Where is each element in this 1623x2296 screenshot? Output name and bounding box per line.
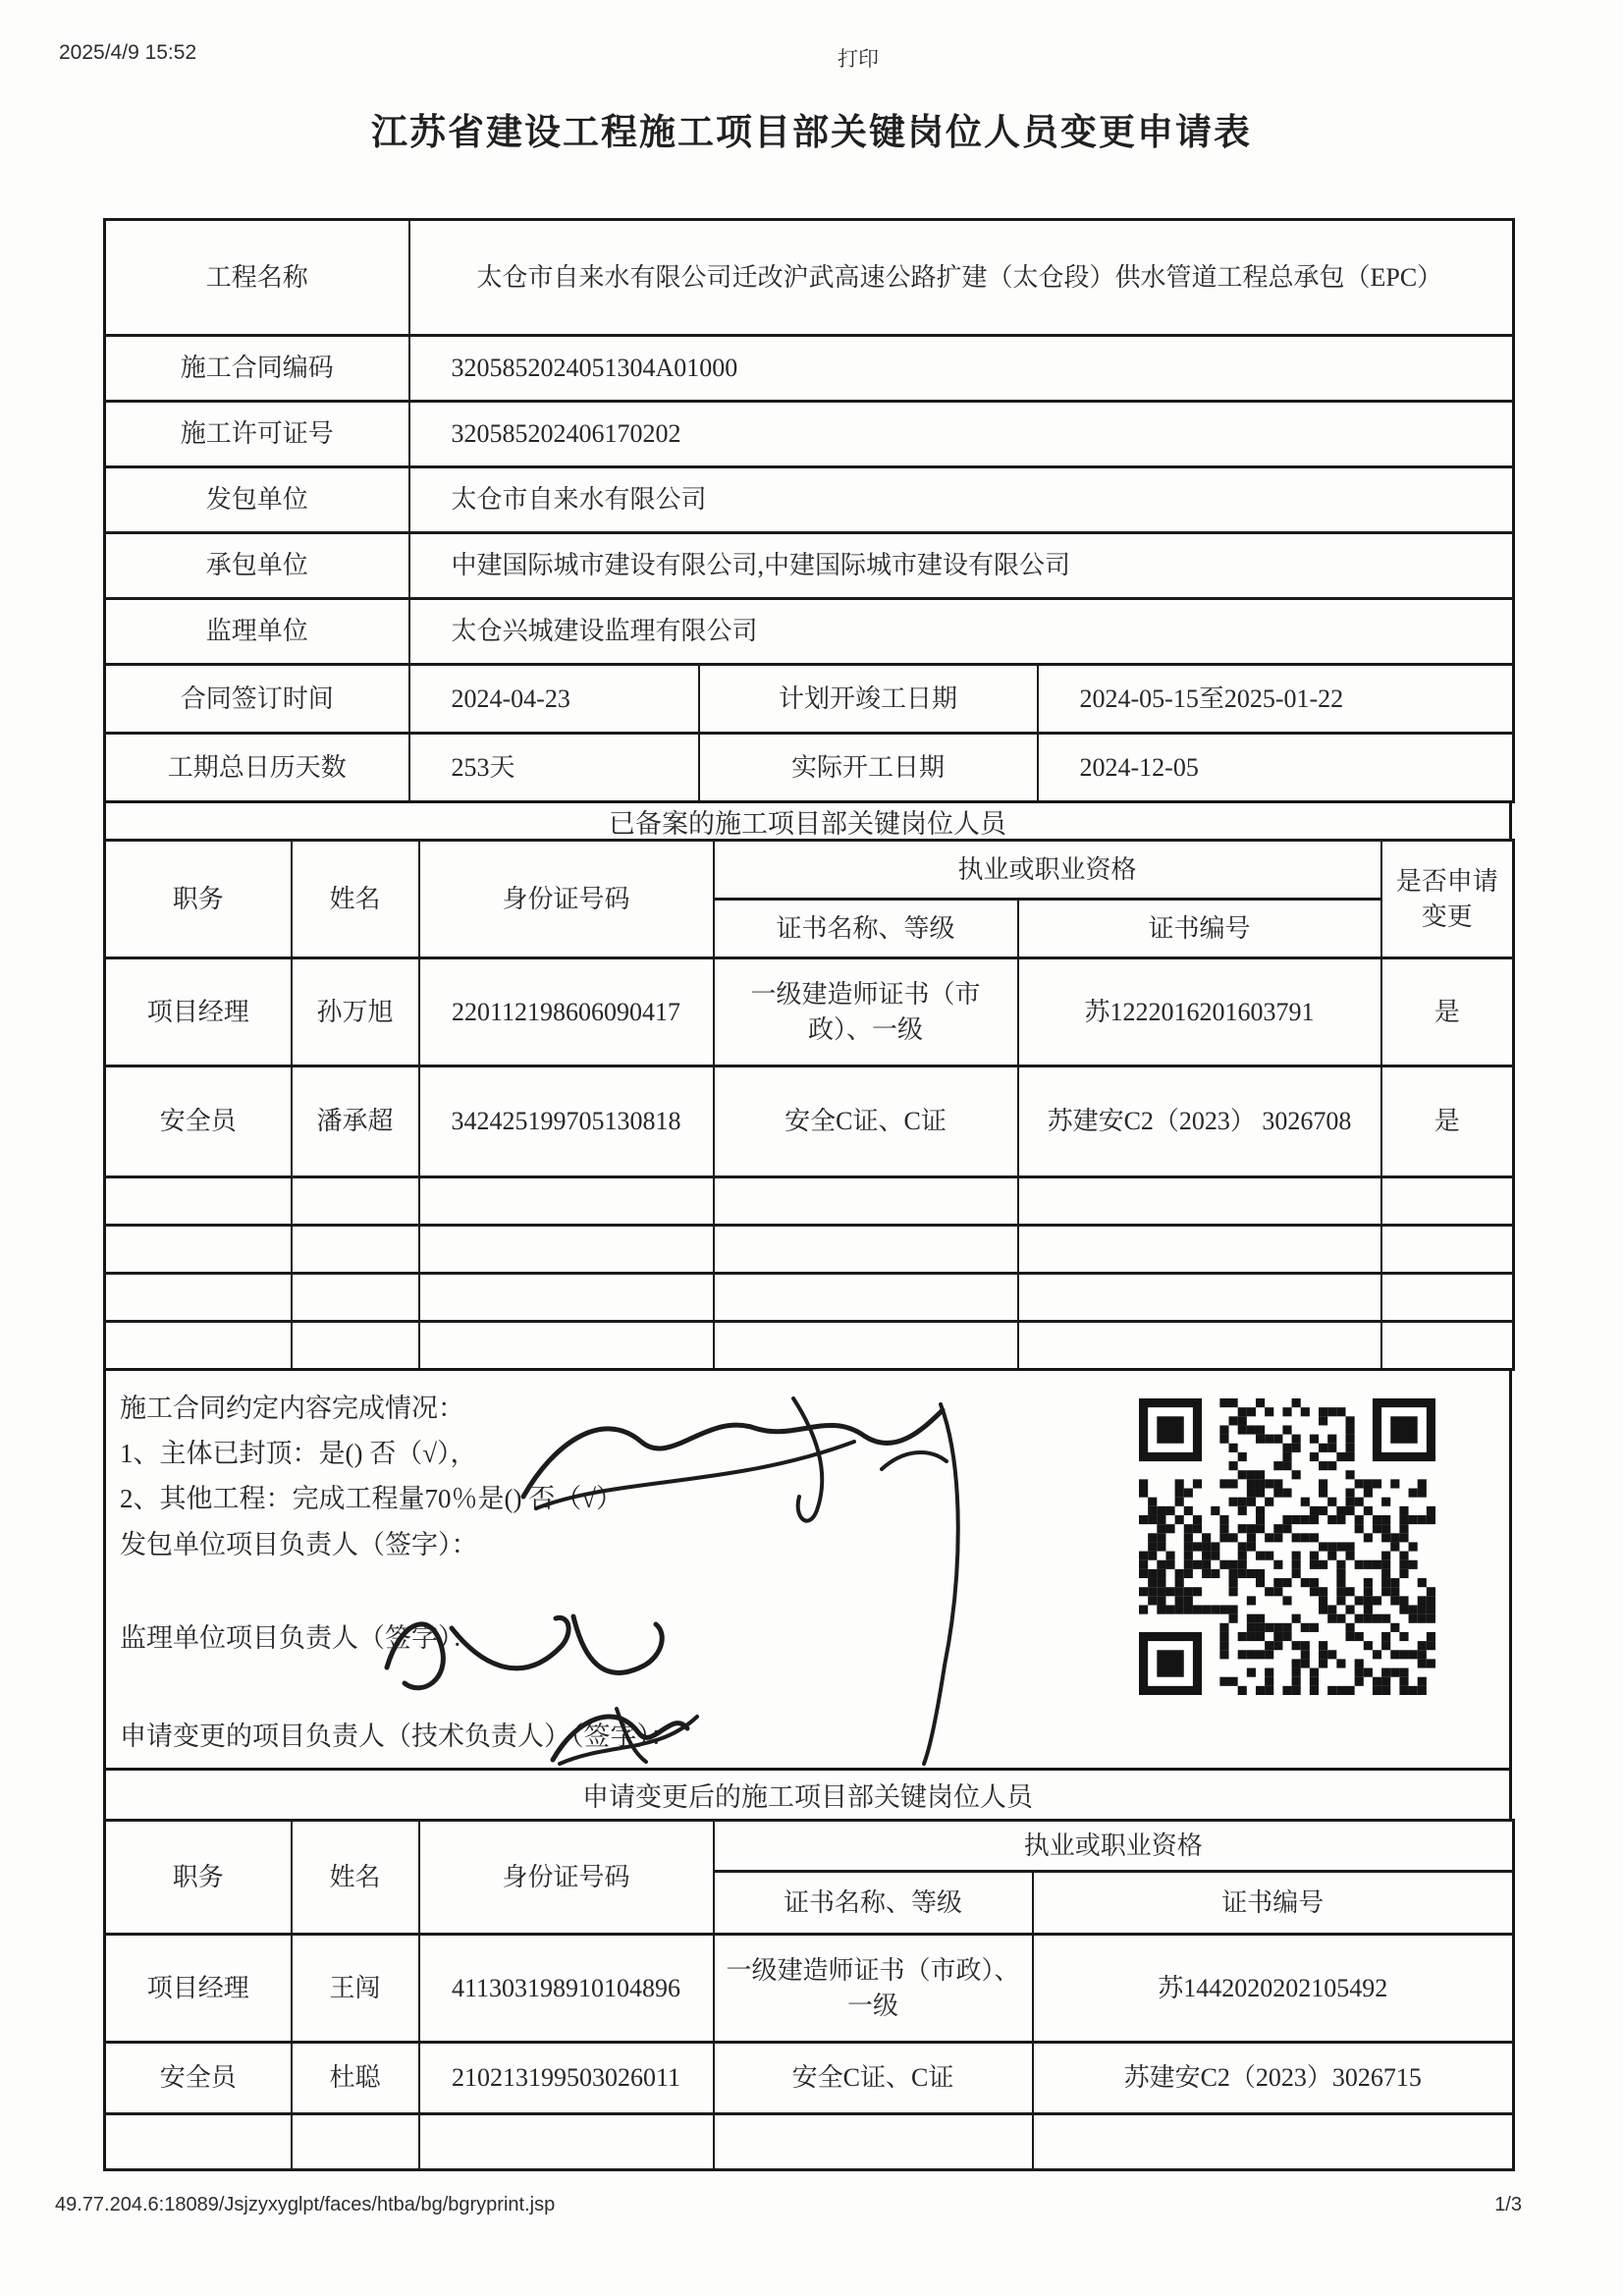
col-header-cert-no: 证书编号 [1033,1872,1514,1935]
table-row [105,1066,1514,1177]
empty-table-row [105,1177,1514,1226]
empty-cell [714,1274,1018,1322]
cell-position: 安全员 [105,1066,292,1177]
cell-position: 项目经理 [105,958,292,1066]
empty-cell [419,1322,714,1370]
empty-cell [714,2114,1033,2170]
table-row [105,1935,1514,2043]
cell-cert-no: 苏1442020202105492 [1033,1935,1514,2043]
cell-cert-name: 安全C证、C证 [714,2043,1033,2114]
empty-cell [1018,1274,1381,1322]
completion-item-2: 2、其他工程：完成工程量70％是() 否（√） [120,1484,623,1513]
changed-personnel-table [103,1819,1515,2171]
signature-employer [793,1398,822,1521]
value-contract-code: 3205852024051304A01000 [409,336,1514,402]
cell-id-number: 411303198910104896 [419,1935,714,2043]
completion-block [103,1368,1512,1771]
project-info-table [103,218,1515,803]
label-actual-start-date: 实际开工日期 [699,734,1038,802]
value-project-name: 太仓市自来水有限公司迁改沪武高速公路扩建（太仓段）供水管道工程总承包（EPC） [409,220,1514,336]
form-body [103,218,1512,2171]
empty-cell [105,1177,292,1226]
footer-page-number: 1/3 [1494,2194,1522,2215]
value-planned-dates: 2024-05-15至2025-01-22 [1038,665,1514,734]
pen-stroke [924,1404,958,1764]
empty-cell [714,1226,1018,1274]
col-header-qualification: 执业或职业资格 [714,1821,1514,1872]
supervisor-signature-label: 监理单位项目负责人（签字）： [120,1623,478,1653]
value-contract-sign-date: 2024-04-23 [409,665,699,734]
empty-cell [419,2114,714,2170]
col-header-change-applied: 是否申请变更 [1381,841,1514,958]
empty-cell [105,1274,292,1322]
cell-cert-name: 安全C证、C证 [714,1066,1018,1177]
label-contract-code: 施工合同编码 [105,336,409,402]
signature-supervisor [573,1616,662,1672]
col-header-qualification: 执业或职业资格 [714,841,1381,900]
empty-table-row [105,1226,1514,1274]
value-supervisor: 太仓兴城建设监理有限公司 [409,599,1514,665]
form-title: 江苏省建设工程施工项目部关键岗位人员变更申请表 [371,112,1252,152]
section-title-changed: 申请变更后的施工项目部关键岗位人员 [103,1768,1512,1822]
empty-cell [1018,1226,1381,1274]
col-header-cert-name: 证书名称、等级 [714,1872,1033,1935]
empty-cell [714,1177,1018,1226]
cell-name: 孙万旭 [292,958,419,1066]
empty-cell [292,1274,419,1322]
cell-change-applied: 是 [1381,958,1514,1066]
label-planned-dates: 计划开竣工日期 [699,665,1038,734]
empty-table-row [105,2114,1514,2170]
cell-change-applied: 是 [1381,1066,1514,1177]
cell-cert-name: 一级建造师证书（市政）、一级 [714,958,1018,1066]
cell-name: 杜聪 [292,2043,419,2114]
cell-cert-name: 一级建造师证书（市政）、一级 [714,1935,1033,2043]
empty-cell [105,2114,292,2170]
cell-name: 王闯 [292,1935,419,2043]
col-header-id-number: 身份证号码 [419,1821,714,1935]
label-supervisor: 监理单位 [105,599,409,665]
table-row [105,2043,1514,2114]
value-contractor: 中建国际城市建设有限公司,中建国际城市建设有限公司 [409,533,1514,599]
cell-position: 项目经理 [105,1935,292,2043]
empty-cell [1381,1274,1514,1322]
value-duration-days: 253天 [409,734,699,802]
qr-code [1139,1398,1435,1695]
empty-cell [419,1226,714,1274]
empty-cell [1381,1177,1514,1226]
col-header-cert-no: 证书编号 [1018,900,1381,958]
empty-cell [1381,1226,1514,1274]
label-permit-no: 施工许可证号 [105,402,409,467]
value-permit-no: 320585202406170202 [409,402,1514,467]
employer-signature-label: 发包单位项目负责人（签字）： [120,1530,478,1559]
empty-cell [419,1274,714,1322]
empty-table-row [105,1322,1514,1370]
cell-name: 潘承超 [292,1066,419,1177]
completion-item-1: 1、主体已封顶：是() 否（√）， [120,1439,477,1468]
empty-cell [105,1322,292,1370]
applicant-signature-label: 申请变更的项目负责人（技术负责人）（签字）： [120,1722,676,1751]
section-title-registered: 已备案的施工项目部关键岗位人员 [103,800,1512,842]
cell-position: 安全员 [105,2043,292,2114]
empty-cell [1018,1177,1381,1226]
col-header-position: 职务 [105,841,292,958]
print-chrome-header [0,41,1623,71]
completion-heading: 施工合同约定内容完成情况： [120,1394,464,1423]
empty-cell [292,1177,419,1226]
cell-cert-no: 苏1222016201603791 [1018,958,1381,1066]
cell-id-number: 342425199705130818 [419,1066,714,1177]
empty-cell [419,1177,714,1226]
print-page-title: 打印 [838,48,879,71]
registered-personnel-table [103,839,1515,1371]
empty-cell [292,2114,419,2170]
cell-id-number: 210213199503026011 [419,2043,714,2114]
value-actual-start-date: 2024-12-05 [1038,734,1514,802]
empty-cell [292,1226,419,1274]
value-employer: 太仓市自来水有限公司 [409,467,1514,533]
empty-table-row [105,1274,1514,1322]
label-employer: 发包单位 [105,467,409,533]
empty-cell [714,1322,1018,1370]
empty-cell [292,1322,419,1370]
label-project-name: 工程名称 [105,220,409,336]
label-duration-days: 工期总日历天数 [105,734,409,802]
empty-cell [1381,1322,1514,1370]
empty-cell [1018,1322,1381,1370]
col-header-id-number: 身份证号码 [419,841,714,958]
signature-employer [882,1452,947,1469]
footer-url: 49.77.204.6:18089/Jsjzyxyglpt/faces/htba/bg/bgryprint.jsp [55,2194,556,2215]
table-row [105,958,1514,1066]
label-contract-sign-date: 合同签订时间 [105,665,409,734]
col-header-position: 职务 [105,1821,292,1935]
empty-cell [1033,2114,1514,2170]
empty-cell [105,1226,292,1274]
print-datetime: 2025/4/9 15:52 [59,41,197,64]
label-contractor: 承包单位 [105,533,409,599]
cell-cert-no: 苏建安C2（2023）3026715 [1033,2043,1514,2114]
col-header-name: 姓名 [292,841,419,958]
cell-id-number: 220112198606090417 [419,958,714,1066]
cell-cert-no: 苏建安C2（2023） 3026708 [1018,1066,1381,1177]
col-header-cert-name: 证书名称、等级 [714,900,1018,958]
col-header-name: 姓名 [292,1821,419,1935]
